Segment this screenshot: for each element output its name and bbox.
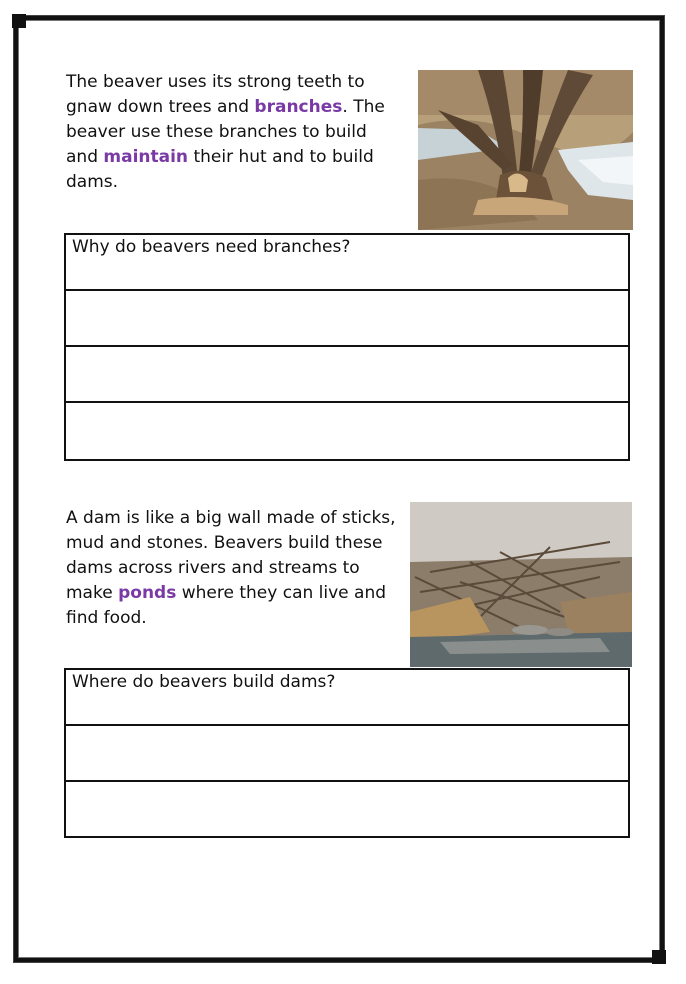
question-label: Why do beavers need branches? xyxy=(66,235,628,291)
text-run: . The beaver use these branches to build and xyxy=(66,97,385,167)
text-run: where they can live and find food. xyxy=(66,583,387,628)
keyword-maintain: maintain xyxy=(103,147,189,167)
photo-gnawed-tree xyxy=(418,70,633,230)
question-label: Where do beavers build dams? xyxy=(66,670,628,726)
answer-line[interactable] xyxy=(66,403,628,459)
answer-line[interactable] xyxy=(66,347,628,403)
text-run: their hut and to build dams. xyxy=(66,147,374,192)
photo-beaver-dam xyxy=(410,502,632,667)
paragraph-beaver-teeth xyxy=(66,70,396,195)
answer-line[interactable] xyxy=(66,291,628,347)
keyword-branches: branches xyxy=(254,97,343,117)
question-box-branches xyxy=(64,233,630,461)
answer-line[interactable] xyxy=(66,782,628,836)
text-run: The beaver uses its strong teeth to gnaw down trees and xyxy=(66,72,365,117)
keyword-ponds: ponds xyxy=(118,583,177,603)
paragraph-dam-description xyxy=(66,506,396,631)
question-box-dams xyxy=(64,668,630,838)
text-run: A dam is like a big wall made of sticks, mud and stones. Beavers build these dams across rivers and streams to make xyxy=(66,508,396,603)
answer-line[interactable] xyxy=(66,726,628,782)
